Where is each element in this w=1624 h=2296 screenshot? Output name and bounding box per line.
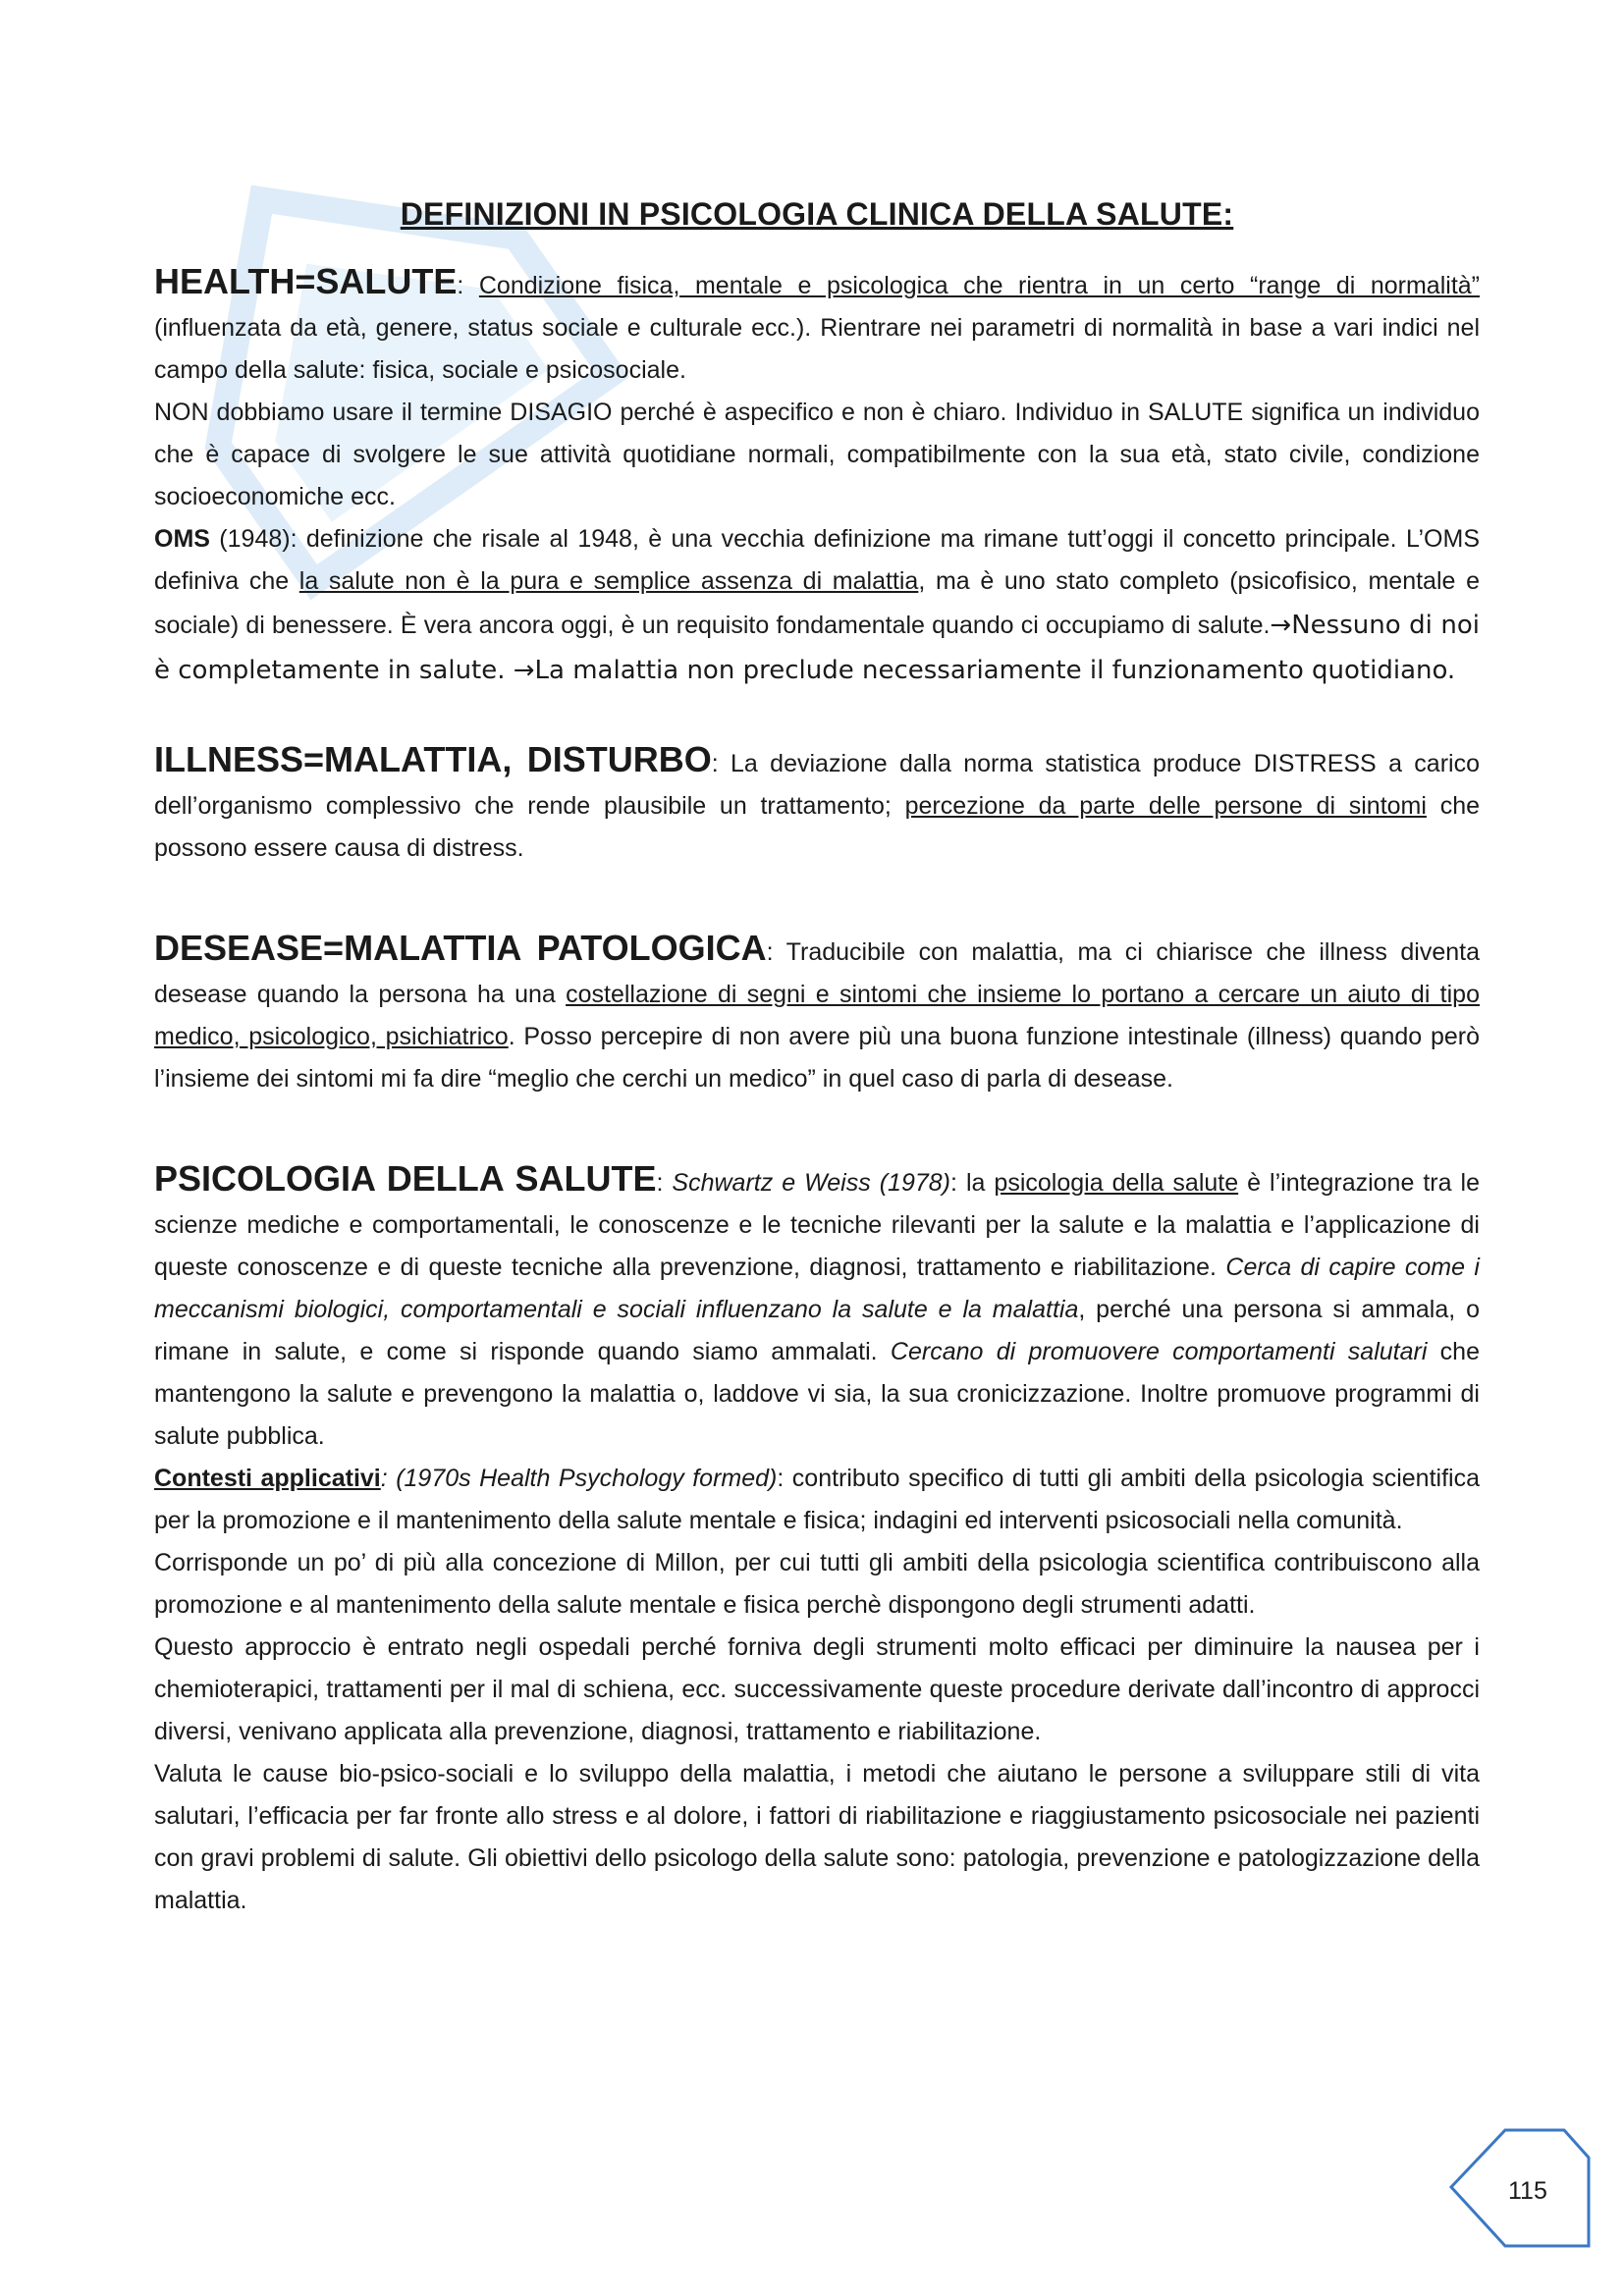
oms-paragraph: OMS (1948): definizione che risale al 1948, è una vecchia definizione ma rimane tutt’oggi il concetto principale. L’OMS definiva che la salute non è la pura e semplice assenza di malattia, ma è uno stato completo (psicofisico, mentale e sociale) di benessere. È vera ancora oggi, è un requisito fondamentale quando ci occupiamo di salute.→Nessuno di noi è completamente in salute. →La malattia non preclude necessariamente il funzionamento quotidiano. bbox=[154, 525, 1480, 685]
psicologia-paragraph: PSICOLOGIA DELLA SALUTE: Schwartz e Weiss (1978): la psicologia della salute è l’integrazione tra le scienze mediche e comportamentali, le conoscenze e le tecniche rilevanti per la salute e la malattia e l’applicazione di queste conoscenze e di queste tecniche alla prevenzione, diagnosi, trattamento e riabilitazione. Cerca di capire come i meccanismi biologici, comportamentali e sociali influenzano la salute e la malattia, perché una persona si ammala, o rimane in salute, e come si risponde quando siamo ammalati. Cercano di promuovere comportamenti salutari che mantengono la salute e prevengono la malattia o, laddove vi sia, la sua cronicizzazione. Inoltre promuove programmi di salute pubblica. bbox=[154, 1158, 1480, 1450]
page-title: DEFINIZIONI IN PSICOLOGIA CLINICA DELLA SALUTE: bbox=[400, 196, 1234, 232]
desease-term: DESEASE=MALATTIA PATOLOGICA bbox=[154, 928, 767, 968]
page-number-badge bbox=[1441, 2118, 1598, 2256]
contesti-paragraph: Contesti applicativi: (1970s Health Psychology formed): contributo specifico di tutti gli ambiti della psicologia scientifica per la promozione e il mantenimento della salute mentale e fisica; indagini ed interventi psicosociali nella comunità. bbox=[154, 1465, 1480, 1534]
desease-paragraph: DESEASE=MALATTIA PATOLOGICA: Traducibile con malattia, ma ci chiarisce che illness diventa desease quando la persona ha una costellazione di segni e sintomi che insieme lo portano a cercare un aiuto di tipo medico, psicologico, psichiatrico. Posso percepire di non avere più una buona funzione intestinale (illness) quando però l’insieme dei sintomi mi fa dire “meglio che cerchi un medico” in quel caso di parla di desease. bbox=[154, 928, 1481, 1093]
health-disagio-paragraph: NON dobbiamo usare il termine DISAGIO perché è aspecifico e non è chiaro. Individuo in SALUTE significa un individuo che è capace di svolgere le sue attività quotidiane normali, compatibilmente con la sua età, stato civile, condizione socioeconomiche ecc. bbox=[154, 399, 1480, 510]
handwritten-note: →Nessuno di noi è completamente in salute. →La malattia non preclude necessariamente il funzionamento quotidiano. bbox=[154, 611, 1480, 685]
cause-paragraph: Valuta le cause bio-psico-sociali e lo sviluppo della malattia, i metodi che aiutano le persone a sviluppare stili di vita salutari, l’efficacia per far fronte allo stress e al dolore, i fattori di riabilitazione e riaggiustamento psicosociale nei pazienti con gravi problemi di salute. Gli obiettivi dello psicologo della salute sono: patologia, prevenzione e patologizzazione della malattia. bbox=[154, 1760, 1480, 1914]
health-term: HEALTH=SALUTE bbox=[154, 261, 458, 301]
millon-paragraph: Corrisponde un po’ di più alla concezione di Millon, per cui tutti gli ambiti della psicologia scientifica contribuiscono alla promozione e al mantenimento della salute mentale e fisica perchè dispongono degli strumenti adatti. bbox=[154, 1549, 1480, 1619]
ospedali-paragraph: Questo approccio è entrato negli ospedali perché forniva degli strumenti molto efficaci per diminuire la nausea per i chemioterapici, trattamenti per il mal di schiena, ecc. successivamente queste procedure derivate dall’incontro di approcci diversi, venivano applicata alla prevenzione, diagnosi, trattamento e riabilitazione. bbox=[154, 1633, 1480, 1745]
illness-paragraph: ILLNESS=MALATTIA, DISTURBO: La deviazione dalla norma statistica produce DISTRESS a carico dell’organismo complessivo che rende plausibile un trattamento; percezione da parte delle persone di sintomi che possono essere causa di distress. bbox=[154, 739, 1480, 862]
health-paragraph: HEALTH=SALUTE: Condizione fisica, mentale e psicologica che rientra in un certo “range di normalità” (influenzata da età, genere, status sociale e culturale ecc.). Rientrare nei parametri di normalità in base a vari indici nel campo della salute: fisica, sociale e psicosociale. bbox=[154, 261, 1480, 384]
oms-label: OMS bbox=[154, 525, 210, 553]
health-definition: Condizione fisica, mentale e psicologica che rientra in un certo “range di normalità” bbox=[478, 272, 1480, 299]
document-page bbox=[154, 196, 1480, 1922]
illness-term: ILLNESS=MALATTIA, DISTURBO bbox=[154, 739, 712, 779]
psicologia-term: PSICOLOGIA DELLA SALUTE bbox=[154, 1158, 657, 1199]
contesti-label: Contesti applicativi bbox=[154, 1465, 381, 1492]
page-number: 115 bbox=[1508, 2177, 1547, 2205]
